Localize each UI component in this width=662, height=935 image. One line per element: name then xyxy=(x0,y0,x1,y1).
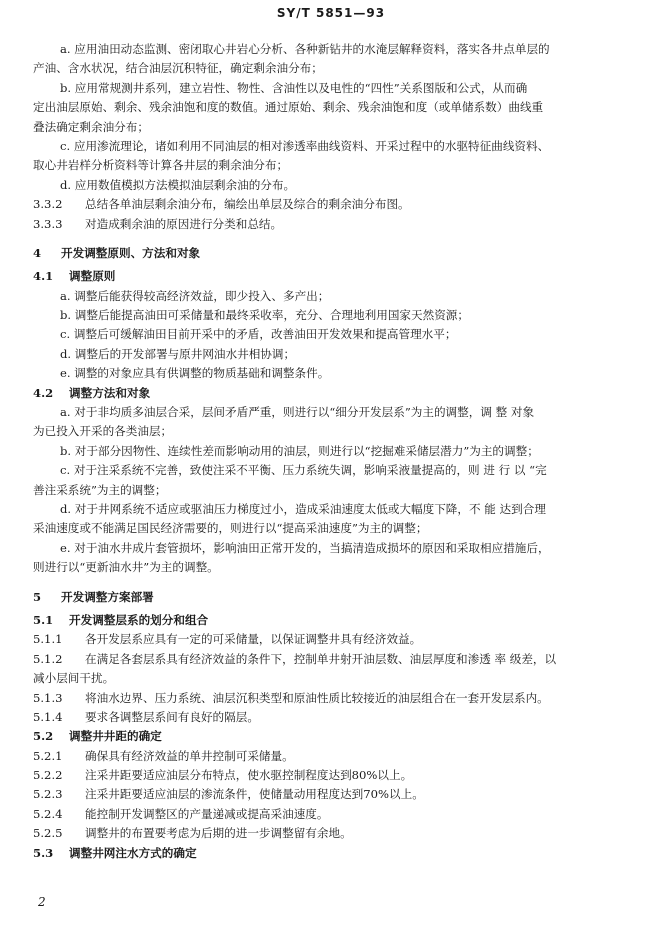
clause-text: 调整井的布置要考虑为后期的进一步调整留有余地。 xyxy=(85,826,352,841)
clause-number: 5.2.2 xyxy=(33,768,63,783)
subsection-number: 5.3 xyxy=(33,845,54,860)
clause-5-2-4 xyxy=(33,805,633,824)
method-b: b. 对于部分因物性、连续性差而影响动用的油层，则进行以“挖掘难采储层潜力”为主的调整； xyxy=(60,443,539,458)
clause-text: 确保具有经济效益的单井控制可采储量。 xyxy=(85,748,294,763)
section-number: 5 xyxy=(33,589,42,604)
clause-text: 注采井距要适应油层的渗流条件，使储量动用程度达到70%以上。 xyxy=(85,787,424,802)
method-d-cont: 采油速度或不能满足国民经济需要的，则进行以“提高采油速度”为主的调整； xyxy=(33,521,428,536)
clause-text: 总结各单油层剩余油分布，编绘出单层及综合的剩余油分布图。 xyxy=(85,197,410,212)
principle-a: a. 调整后能获得较高经济效益，即少投入、多产出； xyxy=(60,288,330,303)
clause-number: 5.1.1 xyxy=(33,632,63,647)
clause-text: 在满足各套层系具有经济效益的条件下，控制单井射开油层数、油层厚度和渗透 率 级差，以 xyxy=(85,651,557,666)
clause-5-1-4 xyxy=(33,708,633,727)
clause-3-3-1-a-cont: 产油、含水状况，结合油层沉积特征，确定剩余油分布； xyxy=(33,61,323,76)
clause-number: 5.2.1 xyxy=(33,748,63,763)
method-c-cont: 善注采系统”为主的调整； xyxy=(33,482,167,497)
clause-number: 5.1.3 xyxy=(33,690,63,705)
section-5-heading xyxy=(33,588,633,607)
page-content xyxy=(33,40,633,863)
clause-number: 5.1.2 xyxy=(33,651,63,666)
subsection-number: 4.2 xyxy=(33,385,54,400)
method-d: d. 对于井网系统不适应或驱油压力梯度过小，造成采油速度太低或大幅度下降，不 能 达到合理 xyxy=(60,501,546,516)
method-c: c. 对于注采系统不完善，致使注采不平衡、压力系统失调，影响采液量提高的，则 进 行 以 “完 xyxy=(60,463,547,478)
subsection-number: 5.1 xyxy=(33,612,54,627)
clause-text: 各开发层系应具有一定的可采储量，以保证调整井具有经济效益。 xyxy=(85,632,422,647)
clause-3-3-1-c-cont: 取心井岩样分析资料等计算各井层的剩余油分布； xyxy=(33,158,289,173)
clause-3-3-2 xyxy=(33,195,633,214)
clause-5-1-2 xyxy=(33,650,633,669)
subsection-5-2-heading xyxy=(33,727,633,746)
clause-5-1-2-cont: 减小层间干扰。 xyxy=(33,671,115,686)
principle-b: b. 调整后能提高油田可采储量和最终采收率，充分、合理地利用国家天然资源； xyxy=(60,308,469,323)
subsection-5-3-heading xyxy=(33,844,633,863)
section-title: 开发调整方案部署 xyxy=(61,589,154,604)
subsection-title: 调整原则 xyxy=(69,269,116,284)
clause-number: 3.3.2 xyxy=(33,197,63,212)
clause-text: 对造成剩余油的原因进行分类和总结。 xyxy=(85,216,283,231)
clause-5-1-1 xyxy=(33,630,633,649)
clause-3-3-1-b-cont2: 叠法确定剩余油分布； xyxy=(33,119,149,134)
subsection-4-1-heading xyxy=(33,267,633,286)
subsection-title: 调整井网注水方式的确定 xyxy=(69,845,197,860)
clause-3-3-1-b: b. 应用常规测井系列，建立岩性、物性、含油性以及电性的“四性”关系图版和公式，从而确 xyxy=(60,80,528,95)
clause-number: 5.2.4 xyxy=(33,806,63,821)
principle-e: e. 调整的对象应具有供调整的物质基础和调整条件。 xyxy=(60,366,330,381)
section-number: 4 xyxy=(33,245,42,260)
clause-number: 5.2.3 xyxy=(33,787,63,802)
subsection-number: 5.2 xyxy=(33,729,54,744)
clause-5-2-5 xyxy=(33,824,633,843)
subsection-number: 4.1 xyxy=(33,269,54,284)
clause-text: 要求各调整层系间有良好的隔层。 xyxy=(85,709,259,724)
section-title: 开发调整原则、方法和对象 xyxy=(61,245,201,260)
clause-number: 5.1.4 xyxy=(33,709,63,724)
clause-3-3-1-a: a. 应用油田动态监测、密闭取心井岩心分析、各种新钻井的水淹层解释资料，落实各井点单层的 xyxy=(60,42,550,56)
subsection-4-2-heading xyxy=(33,384,633,403)
clause-3-3-1-c: c. 应用渗流理论，诸如利用不同油层的相对渗透率曲线资料、开采过程中的水驱特征曲线资料、 xyxy=(60,138,550,153)
clause-number: 5.2.5 xyxy=(33,826,63,841)
clause-5-1-3 xyxy=(33,689,633,708)
subsection-title: 调整井井距的确定 xyxy=(69,729,162,744)
clause-3-3-1-b-cont: 定出油层原始、剩余、残余油饱和度的数值。通过原始、剩余、残余油饱和度（或单储系数）曲线重 xyxy=(33,100,544,115)
clause-number: 3.3.3 xyxy=(33,216,63,231)
method-a-cont: 为已投入开采的各类油层； xyxy=(33,424,173,439)
section-4-heading xyxy=(33,244,633,263)
clause-text: 注采井距要适应油层分布特点，使水驱控制程度达到80%以上。 xyxy=(85,768,413,783)
principle-c: c. 调整后可缓解油田目前开采中的矛盾，改善油田开发效果和提高管理水平； xyxy=(60,327,457,342)
standard-code-header: SY/T 5851—93 xyxy=(276,6,386,20)
clause-3-3-3 xyxy=(33,215,633,234)
page-number: 2 xyxy=(38,895,46,909)
method-a: a. 对于非均质多油层合采，层间矛盾严重，则进行以“细分开发层系”为主的调整，调 整 对象 xyxy=(60,405,535,420)
clause-text: 将油水边界、压力系统、油层沉积类型和原油性质比较接近的油层组合在一套开发层系内。 xyxy=(85,690,549,705)
clause-5-2-1 xyxy=(33,747,633,766)
method-e: e. 对于油水井成片套管损坏，影响油田正常开发的，当搞清造成损坏的原因和采取相应措施后， xyxy=(60,540,550,555)
principle-d: d. 调整后的开发部署与原井网油水井相协调； xyxy=(60,346,296,361)
clause-5-2-3 xyxy=(33,785,633,804)
clause-text: 能控制开发调整区的产量递减或提高采油速度。 xyxy=(85,806,329,821)
subsection-5-1-heading xyxy=(33,611,633,630)
method-e-cont: 则进行以“更新油水井”为主的调整。 xyxy=(33,560,219,575)
subsection-title: 开发调整层系的划分和组合 xyxy=(69,612,209,627)
subsection-title: 调整方法和对象 xyxy=(69,385,151,400)
clause-5-2-2 xyxy=(33,766,633,785)
clause-3-3-1-d: d. 应用数值模拟方法模拟油层剩余油的分布。 xyxy=(60,177,296,192)
